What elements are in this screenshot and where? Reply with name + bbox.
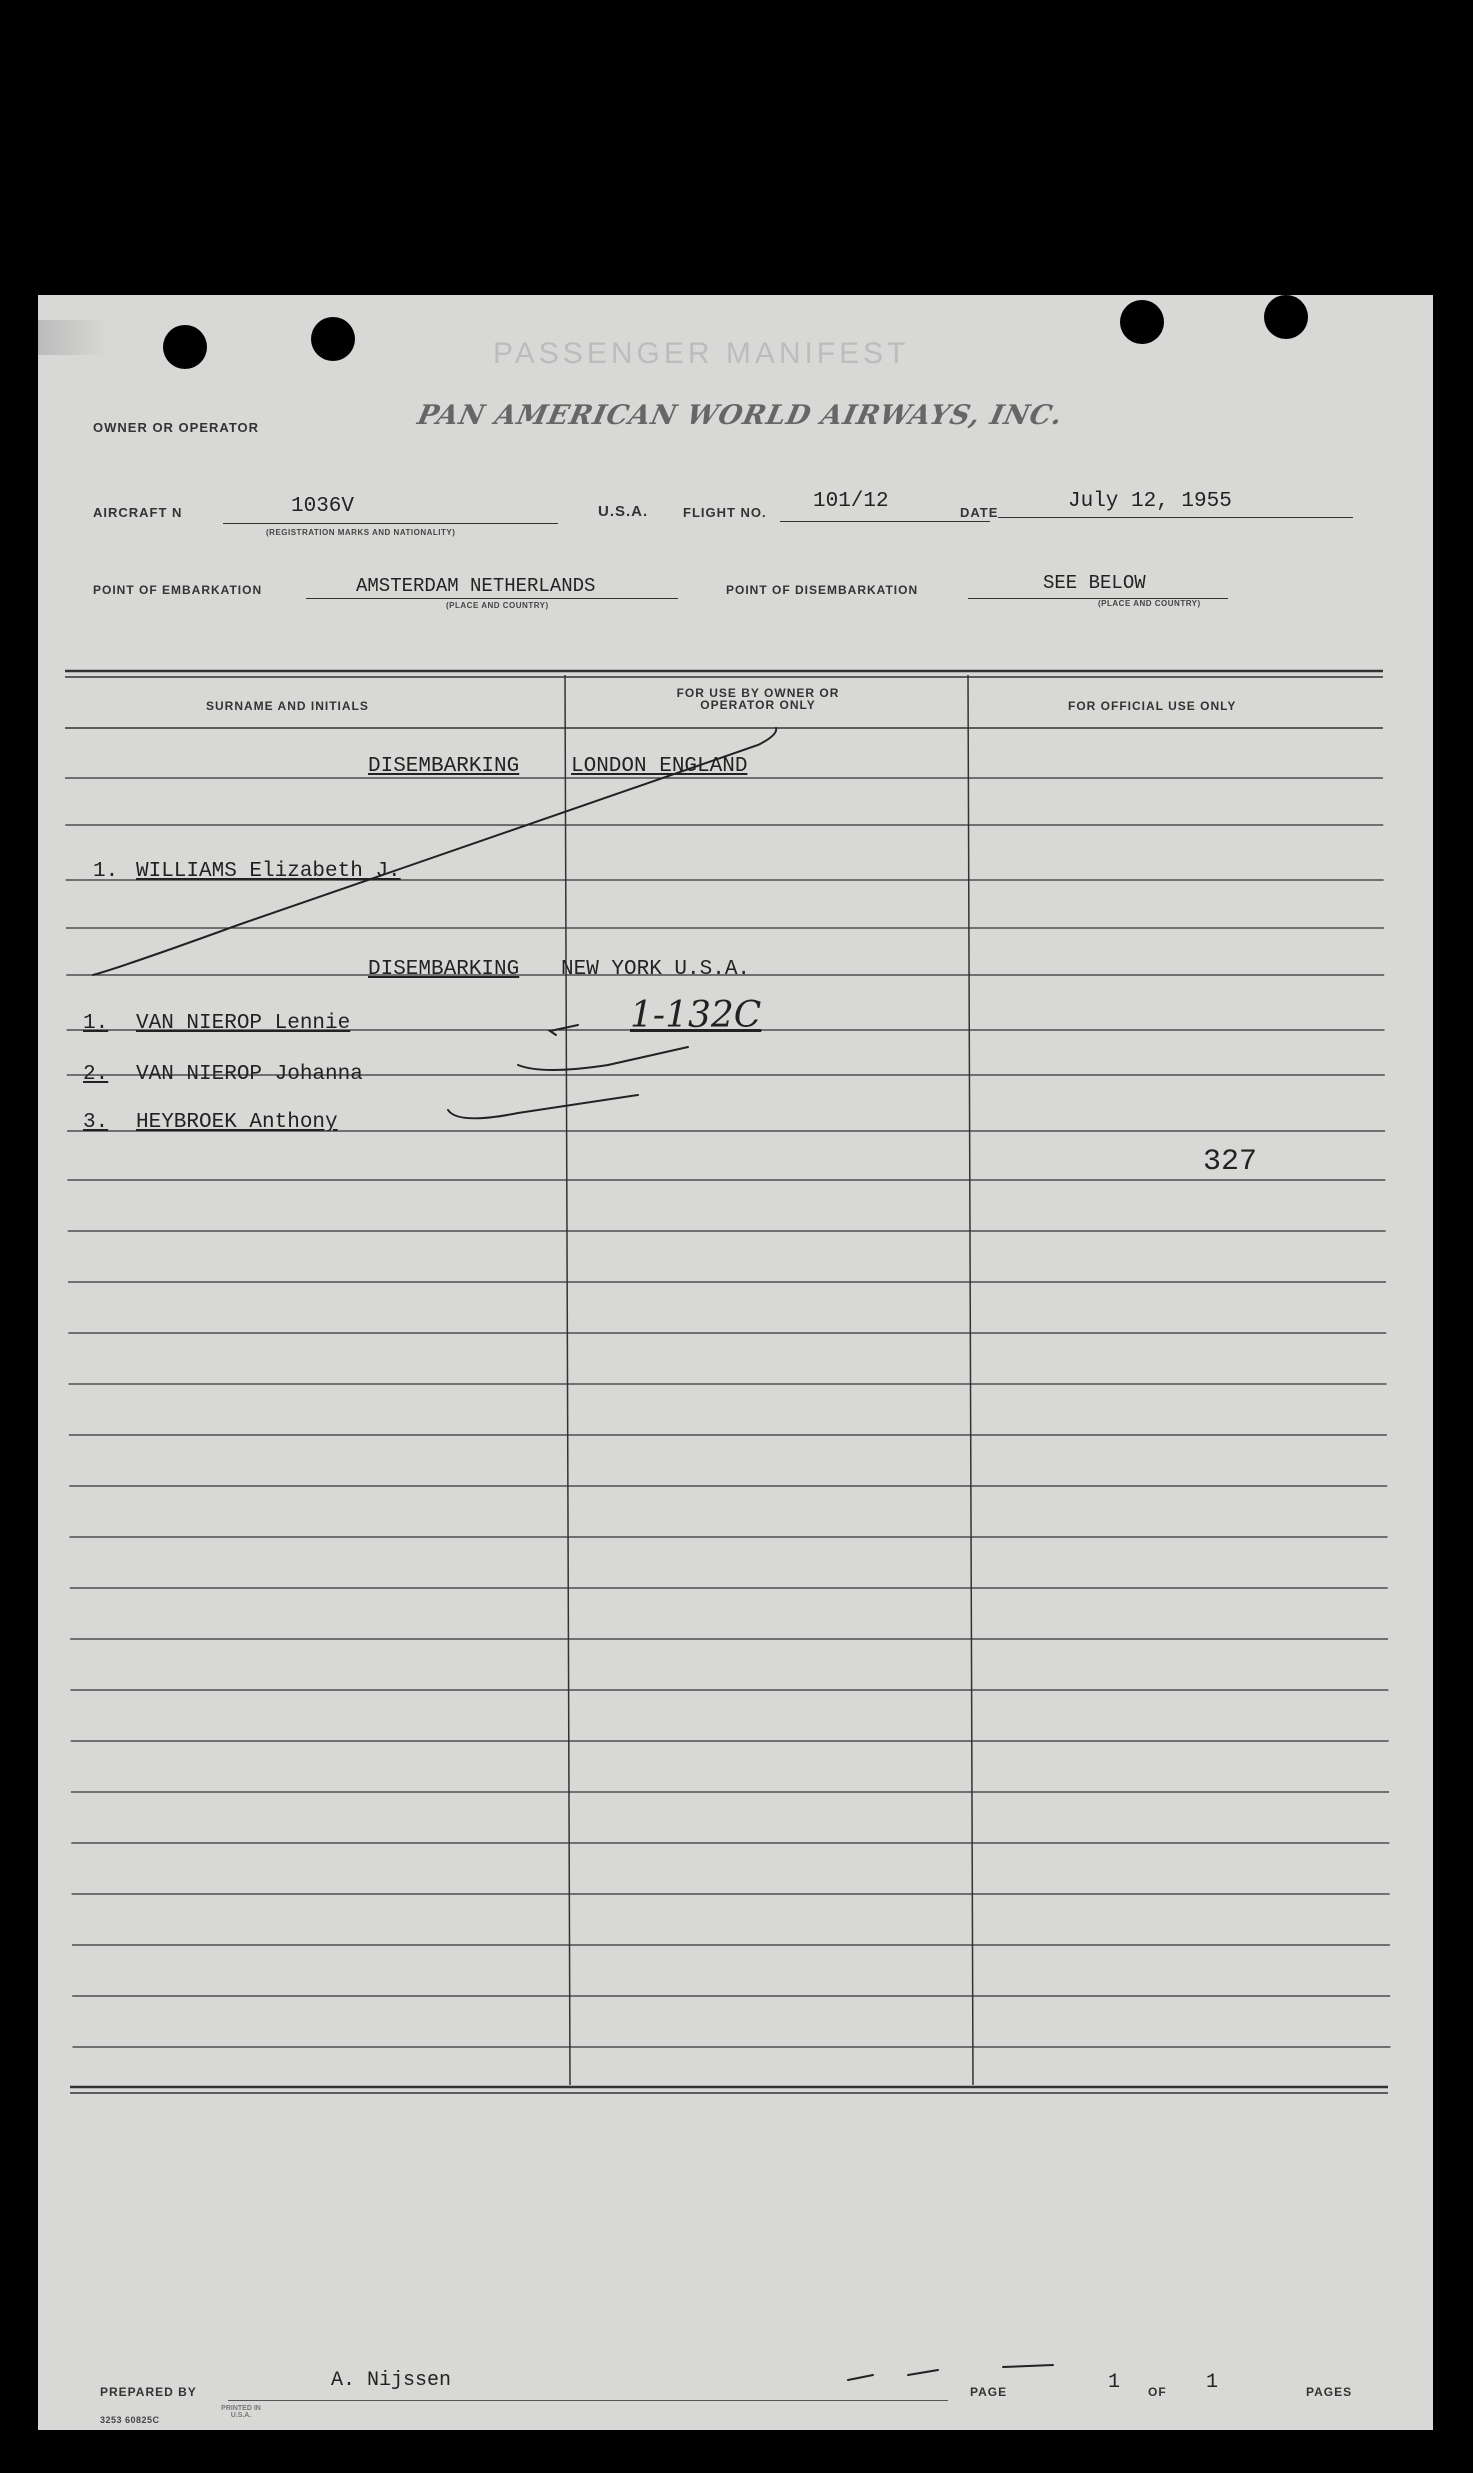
- prepared-by-value: A. Nijssen: [331, 2369, 452, 2392]
- column-header-owner-use: FOR USE BY OWNER OR OPERATOR ONLY: [676, 686, 840, 712]
- column-header-official: FOR OFFICIAL USE ONLY: [1068, 699, 1237, 713]
- section-place-new-york: NEW YORK U.S.A.: [561, 958, 751, 981]
- printed-stamp: PRINTED IN U.S.A.: [221, 2405, 261, 2419]
- embarkation-label: POINT OF EMBARKATION: [93, 583, 263, 597]
- flight-label: FLIGHT NO.: [683, 505, 767, 520]
- checkmark-2: [518, 1047, 688, 1070]
- disembarkation-label: POINT OF DISEMBARKATION: [726, 583, 919, 597]
- pen-tick-c: [1003, 2365, 1053, 2367]
- london-passenger-number: 1.: [93, 860, 119, 883]
- date-label: DATE: [960, 505, 999, 520]
- embarkation-value: AMSTERDAM NETHERLANDS: [356, 575, 596, 597]
- disembarkation-value: SEE BELOW: [1043, 572, 1146, 594]
- usa-label: U.S.A.: [598, 503, 649, 520]
- pages-label: PAGES: [1306, 2385, 1353, 2399]
- owner-label: OWNER OR OPERATOR: [93, 420, 260, 435]
- form-code: 3253 60825C: [100, 2415, 160, 2425]
- column-header-surname: SURNAME AND INITIALS: [206, 699, 369, 713]
- checkmark-3: [448, 1095, 638, 1118]
- embarkation-sublabel: (PLACE AND COUNTRY): [446, 601, 549, 610]
- passenger-name: HEYBROEK Anthony: [136, 1111, 338, 1134]
- aircraft-value: 1036V: [291, 495, 355, 518]
- manifest-table-grid: [38, 295, 1433, 2430]
- date-value: July 12, 1955: [1068, 490, 1232, 513]
- of-label: OF: [1148, 2385, 1167, 2399]
- manifest-page: [38, 295, 1433, 2430]
- passenger-name: VAN NIEROP Lennie: [136, 1012, 351, 1035]
- london-passenger-name: WILLIAMS Elizabeth J.: [136, 860, 401, 883]
- pen-tick-a: [848, 2375, 873, 2380]
- section-place-london: LONDON ENGLAND: [571, 755, 748, 778]
- page-total: 1: [1206, 2371, 1219, 2394]
- page-label: PAGE: [970, 2385, 1008, 2399]
- disembarkation-sublabel: (PLACE AND COUNTRY): [1098, 599, 1201, 608]
- page-number: 1: [1108, 2371, 1121, 2394]
- passenger-number: 3.: [83, 1111, 109, 1134]
- passenger-name: VAN NIEROP Johanna: [136, 1063, 363, 1086]
- aircraft-label: AIRCRAFT N: [93, 505, 183, 520]
- passenger-number: 1.: [83, 1012, 109, 1035]
- prepared-by-label: PREPARED BY: [100, 2385, 197, 2399]
- official-number: 327: [1203, 1145, 1258, 1179]
- passenger-number: 2.: [83, 1063, 109, 1086]
- flight-value: 101/12: [813, 490, 889, 513]
- aircraft-sublabel: (REGISTRATION MARKS AND NATIONALITY): [266, 528, 456, 537]
- operator-name: PAN AMERICAN WORLD AIRWAYS, INC.: [414, 400, 1066, 431]
- handwritten-code: 1-132C: [630, 995, 762, 1036]
- section-heading-london: DISEMBARKING: [368, 755, 520, 778]
- document-title: PASSENGER MANIFEST: [493, 337, 910, 370]
- pen-tick-b: [908, 2370, 938, 2375]
- section-heading-new-york: DISEMBARKING: [368, 958, 520, 981]
